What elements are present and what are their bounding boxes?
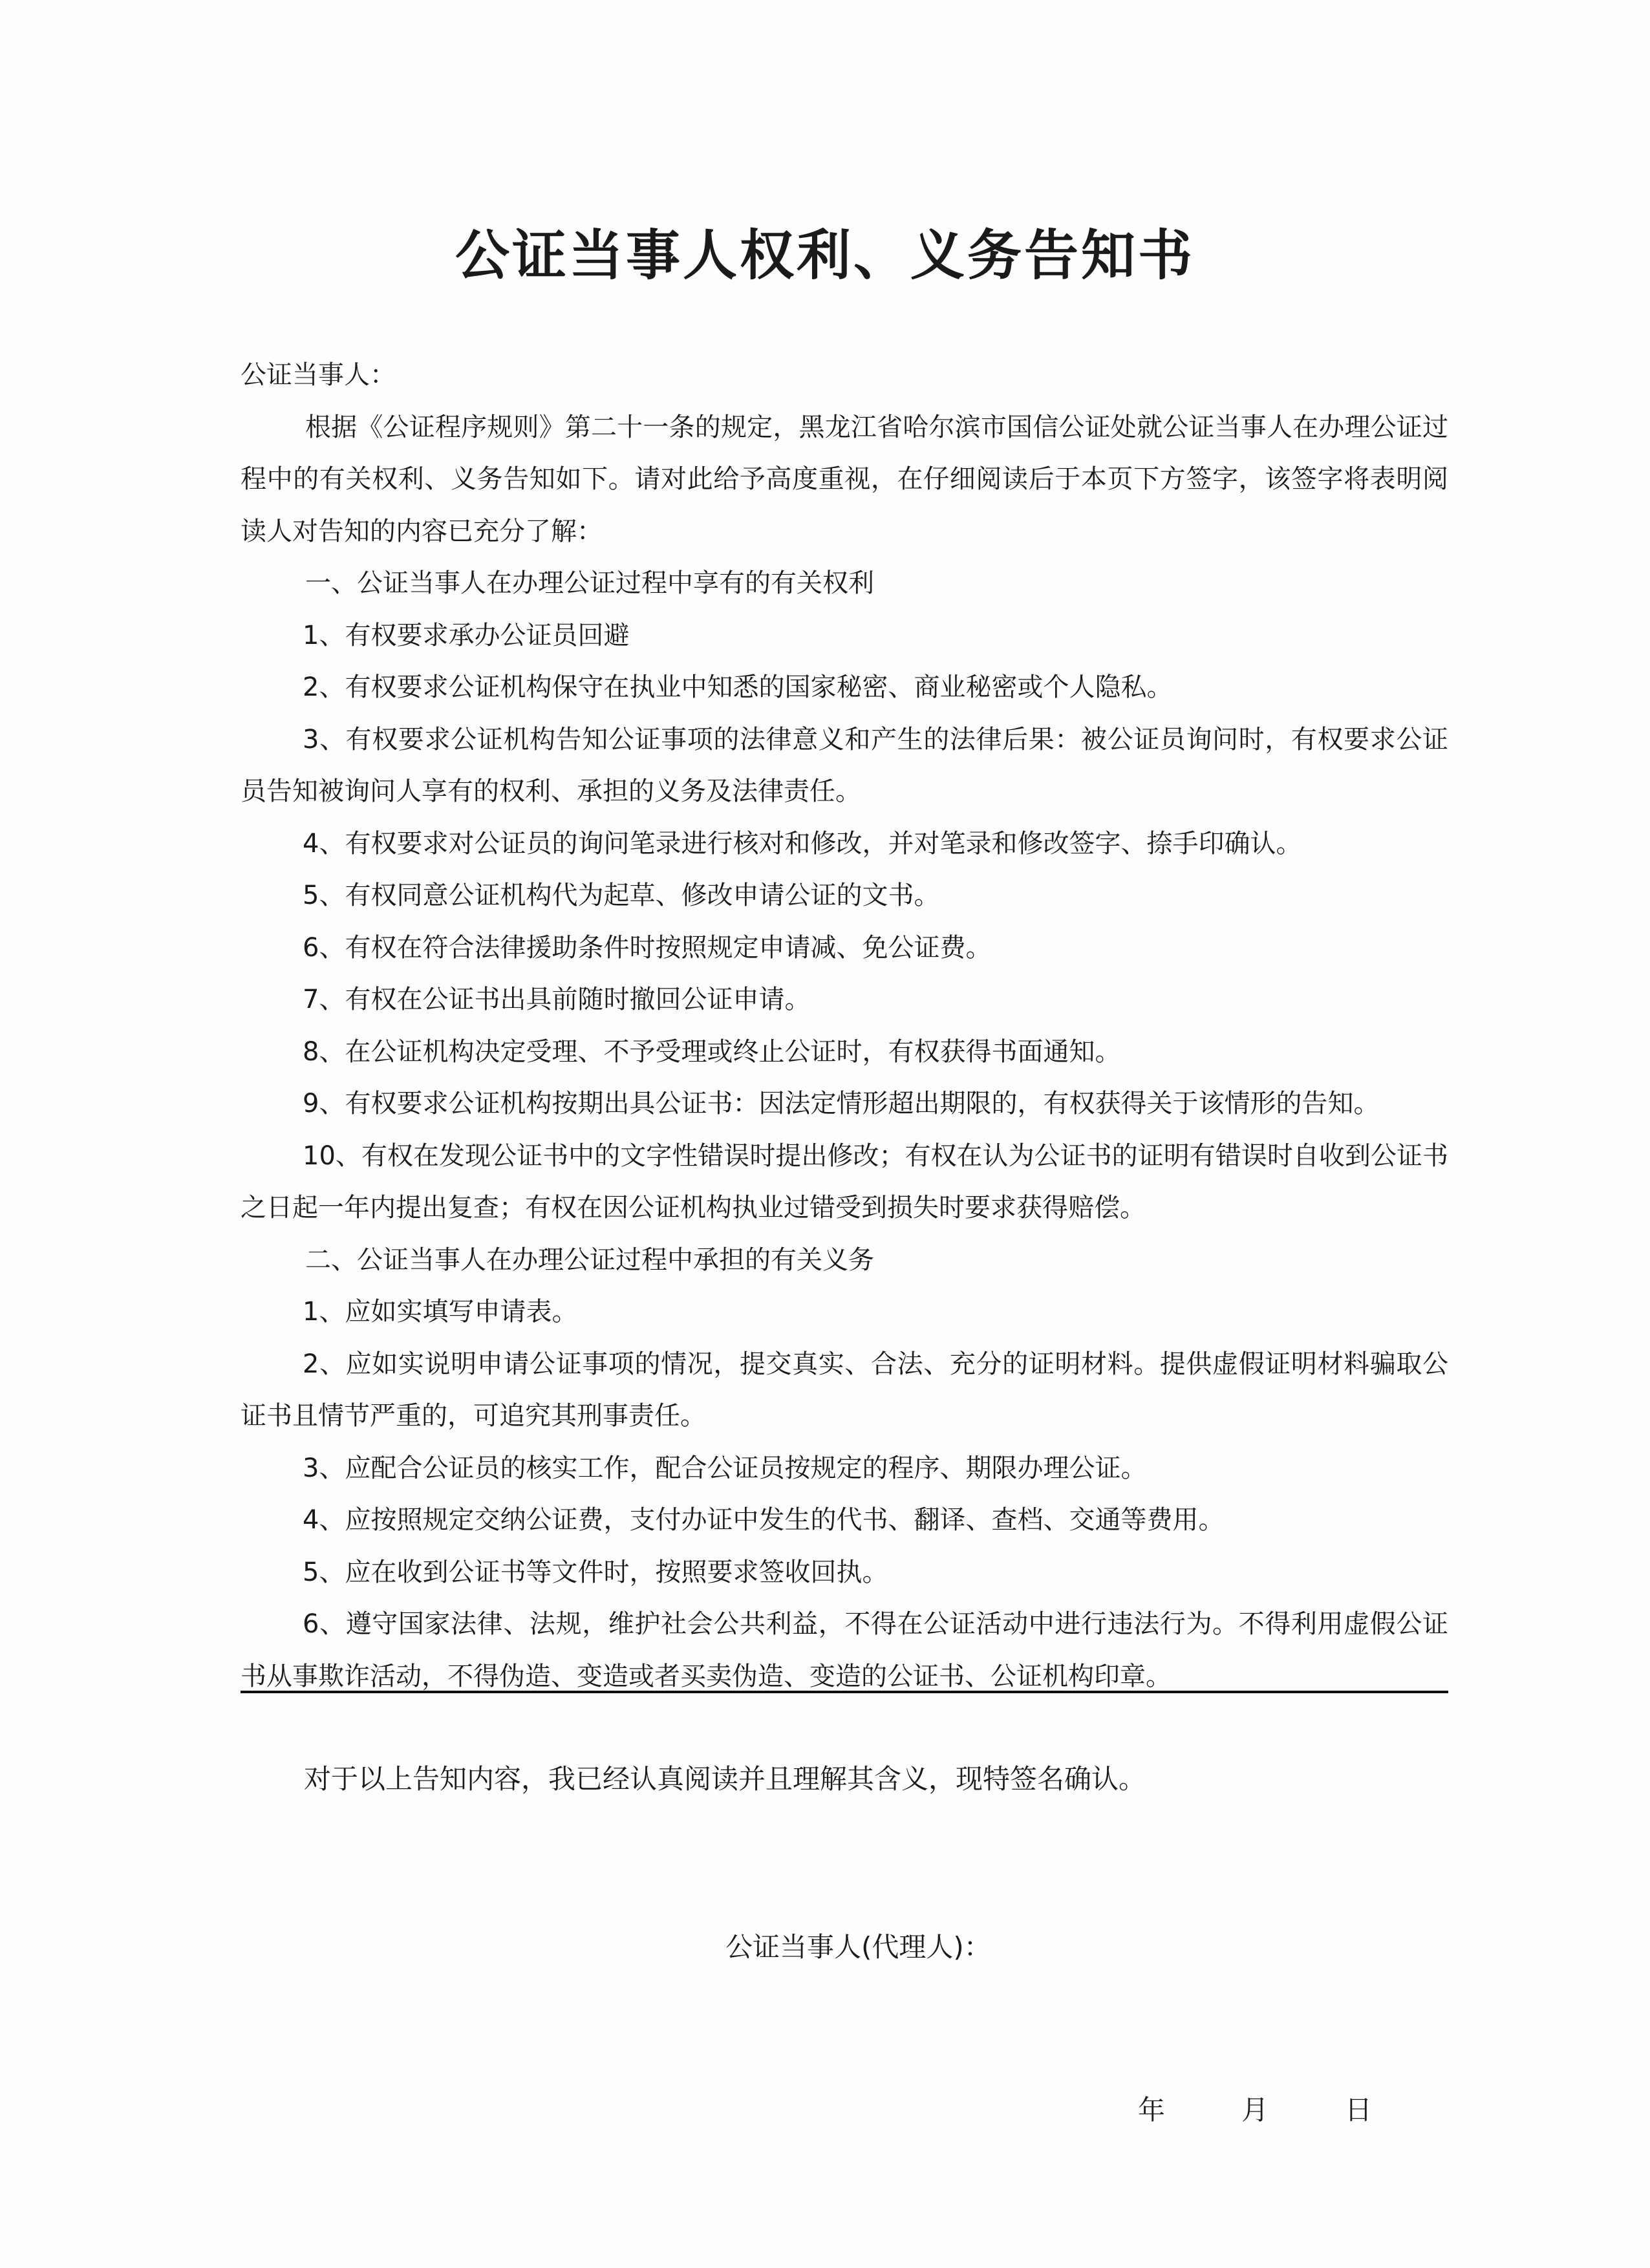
rights-item: 7、有权在公证书出具前随时撤回公证申请。	[303, 985, 811, 1014]
rights-heading: 一、公证当事人在办理公证过程中享有的有关权利	[305, 568, 874, 598]
duties-item: 4、应按照规定交纳公证费，支付办证中发生的代书、翻译、查档、交通等费用。	[303, 1505, 1225, 1535]
duties-item: 2、应如实说明申请公证事项的情况，提交真实、合法、充分的证明材料。提供虚假证明材料骗取公证书且情节严重的，可追究其刑事责任。	[241, 1349, 1448, 1431]
rights-item: 1、有权要求承办公证员回避	[303, 620, 630, 650]
rights-item: 4、有权要求对公证员的询问笔录进行核对和修改，并对笔录和修改签字、捺手印确认。	[303, 828, 1302, 859]
date-year-label: 年	[1138, 2094, 1166, 2126]
date-month-label: 月	[1241, 2094, 1269, 2126]
duties-heading: 二、公证当事人在办理公证过程中承担的有关义务	[305, 1245, 874, 1275]
rights-item: 9、有权要求公证机构按期出具公证书：因法定情形超出期限的，有权获得关于该情形的告知。	[303, 1089, 1380, 1118]
signer-label: 公证当事人(代理人)：	[725, 1931, 991, 1963]
duties-item: 3、应配合公证员的核实工作，配合公证员按规定的程序、期限办理公证。	[303, 1453, 1147, 1483]
rights-item: 6、有权在符合法律援助条件时按照规定申请减、免公证费。	[303, 932, 992, 963]
rights-item: 10、有权在发现公证书中的文字性错误时提出修改；有权在认为公证书的证明有错误时自收到公证书之日起一年内提出复查；有权在因公证机构执业过错受到损失时要求获得赔偿。	[241, 1140, 1448, 1223]
intro-paragraph: 根据《公证程序规则》第二十一条的规定，黑龙江省哈尔滨市国信公证处就公证当事人在办理公证过程中的有关权利、义务告知如下。请对此给予高度重视，在仔细阅读后于本页下方签字，该签字将表明阅读人对告知的内容已充分了解：	[241, 412, 1448, 546]
date-line	[1138, 2084, 1372, 2136]
rights-item: 5、有权同意公证机构代为起草、修改申请公证的文书。	[303, 881, 940, 910]
duties-item: 5、应在收到公证书等文件时，按照要求签收回执。	[303, 1557, 888, 1587]
rights-item: 3、有权要求公证机构告知公证事项的法律意义和产生的法律后果：被公证员询问时，有权要求公证员告知被询问人享有的权利、承担的义务及法律责任。	[241, 724, 1448, 806]
document-body	[241, 349, 1448, 1702]
rights-item: 2、有权要求公证机构保守在执业中知悉的国家秘密、商业秘密或个人隐私。	[303, 672, 1173, 702]
rights-item: 8、在公证机构决定受理、不予受理或终止公证时，有权获得书面通知。	[303, 1036, 1121, 1067]
duties-item: 6、遵守国家法律、法规，维护社会公共利益，不得在公证活动中进行违法行为。不得利用虚假公证书从事欺诈活动，不得伪造、变造或者买卖伪造、变造的公证书、公证机构印章。	[241, 1609, 1448, 1691]
document-title: 公证当事人权利、义务告知书	[455, 223, 1195, 287]
date-day-label: 日	[1345, 2094, 1373, 2126]
divider-line	[241, 1691, 1448, 1693]
salutation: 公证当事人：	[241, 360, 396, 390]
duties-item: 1、应如实填写申请表。	[303, 1297, 578, 1327]
confirmation-statement: 对于以上告知内容，我已经认真阅读并且理解其含义，现特签名确认。	[304, 1763, 1146, 1795]
